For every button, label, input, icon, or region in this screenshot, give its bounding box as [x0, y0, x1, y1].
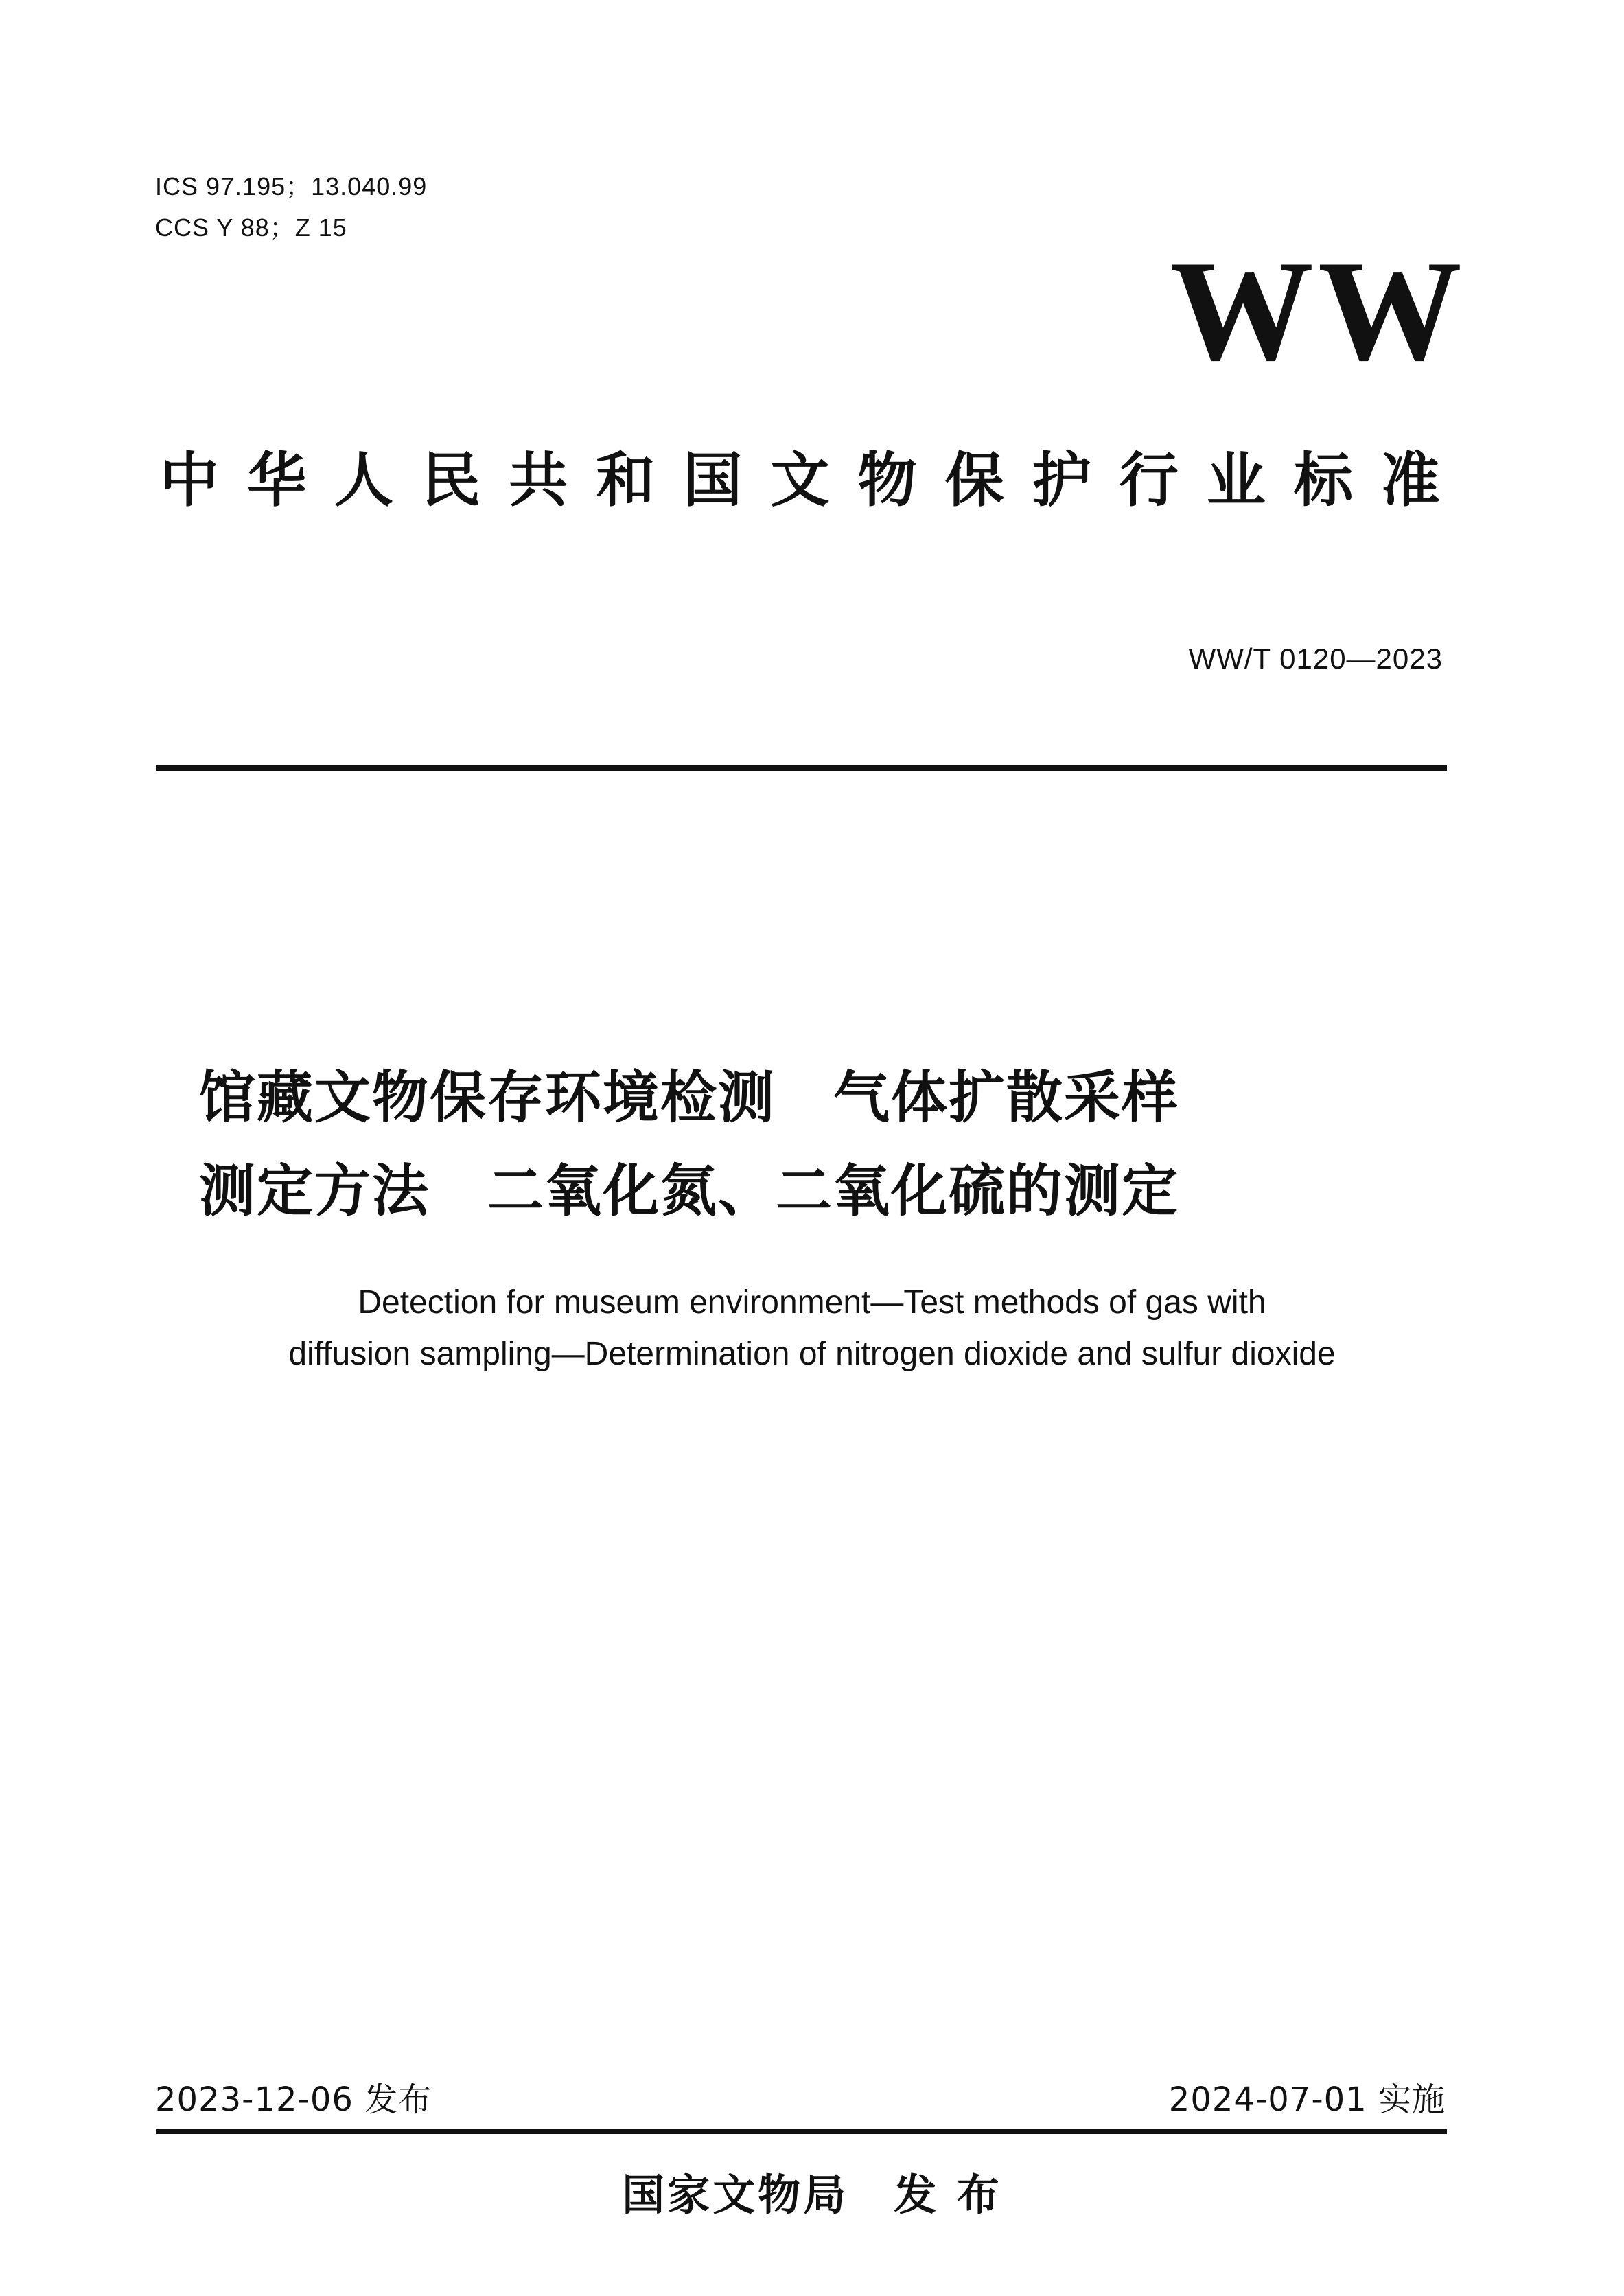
organization-char: 和 [596, 445, 656, 515]
chinese-title-line-2: 测定方法 二氧化氮、二氧化硫的测定 [199, 1159, 1180, 1224]
organization-char: 标 [1293, 445, 1353, 515]
organization-char: 业 [1206, 445, 1266, 515]
organization-char: 华 [247, 445, 307, 515]
organization-char: 中 [160, 445, 219, 515]
ww-logo: WW [1170, 231, 1466, 391]
ics-code: ICS 97.195；13.040.99 [155, 172, 428, 200]
bottom-divider [156, 2129, 1447, 2134]
english-title-line-1: Detection for museum environment—Test methods of gas with [358, 1284, 1266, 1321]
organization-char: 文 [770, 445, 830, 515]
issuer: 国家文物局 发 布 [622, 2170, 1002, 2220]
organization-title [160, 443, 1440, 518]
ccs-code: CCS Y 88；Z 15 [155, 213, 347, 242]
standard-number: WW/T 0120—2023 [1188, 642, 1443, 675]
organization-char: 共 [509, 445, 568, 515]
top-divider [156, 765, 1447, 771]
organization-char: 保 [944, 445, 1004, 515]
english-title-line-2: diffusion sampling—Determination of nitrogen dioxide and sulfur dioxide [288, 1336, 1336, 1372]
organization-char: 民 [421, 445, 481, 515]
organization-char: 准 [1380, 445, 1440, 515]
organization-char: 人 [334, 445, 394, 515]
chinese-title-line-1: 馆藏文物保存环境检测 气体扩散采样 [199, 1065, 1180, 1130]
organization-char: 物 [857, 445, 917, 515]
organization-char: 护 [1032, 445, 1091, 515]
organization-char: 国 [683, 445, 743, 515]
implement-date: 2024-07-01 实施 [1168, 2080, 1446, 2119]
organization-char: 行 [1119, 445, 1179, 515]
publish-date: 2023-12-06 发布 [155, 2080, 432, 2119]
